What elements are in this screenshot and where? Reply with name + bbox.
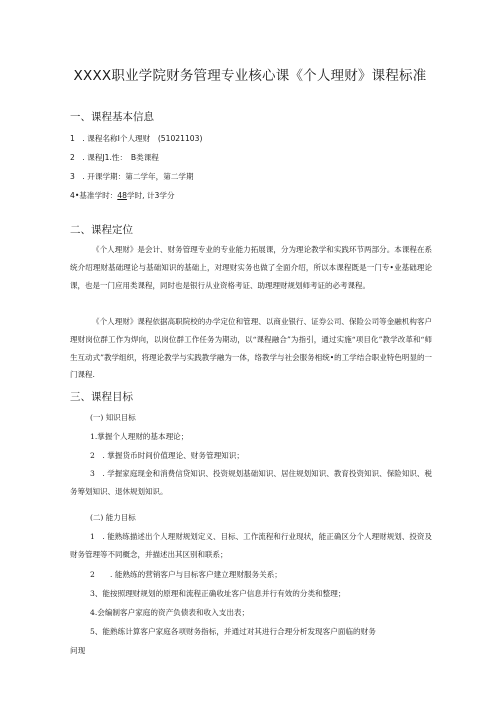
knowledge-item-2: 2 . 掌握货币时间价值理论、财务管理知识； (90, 451, 244, 460)
knowledge-item-1: 1.掌握个人理财的基本理论； (90, 432, 189, 441)
credit-hours-value: 48 (117, 191, 127, 200)
document-title: XXXX职业学院财务管理专业核心课《个人理财》课程标准 (73, 68, 427, 84)
positioning-paragraph-2-text: 《个人理财》课程依据高职院校的办学定位和管理、以商业银行、证券公司、保险公司等金融机构客户理财岗位群工作为焊向，以岗位群工作任务为期动，以“课程融合”为指引，通过实施“项目化”教学改革和“师生互动式”教学组织，将理论教学与实践教学融为一体，络教学与社会服务相统•的工学结合职业特色明显的一门课程. (70, 317, 432, 380)
knowledge-item-3-text: 3 . 学握家庭现金和消费信贷知识、投资规划基础知识、居住规划知识、教育投资知识、保险知识、税务筹划知识、退休规划知识。 (70, 469, 432, 496)
ability-item-5-continued: 问现 (70, 646, 86, 655)
ability-item-5: 5、能熟练计算客户家庭各项财务指标，并通过对其进行合理分析发现客户面临的财务 (90, 627, 376, 636)
knowledge-item-3 (70, 465, 432, 501)
section-heading-positioning: 二、课程定位 (70, 224, 133, 236)
credit-hours-label: 4•基准学时： (70, 191, 118, 200)
ability-item-1-text: 1 . 能熟练描述出个人理财规划定义、目标、工作流程和行业现状，能正确区分个人理财规划、投资及财务管理等不同概念，并描述出其区别和联系； (70, 532, 432, 559)
section-heading-objectives: 三、课程目标 (70, 391, 133, 403)
section-heading-basic-info: 一、课程基本信息 (70, 111, 154, 123)
course-type-line: 2 . 课程J1.性： B类课程 (70, 153, 159, 162)
ability-item-2: 2 . 能熟练的营销客户与目标客户建立理财服务关系； (90, 570, 282, 579)
ability-item-4: 4.会编制客户家庭的资产负债表和收入支出表； (90, 608, 250, 617)
positioning-paragraph-1 (70, 241, 432, 294)
ability-item-3: 3、能按照理财规划的原理和流程正确收址客户信息并行有效的分类和整理； (90, 589, 346, 598)
ability-item-1 (70, 528, 432, 564)
ability-objectives-heading: (二) 能力目标 (90, 513, 136, 522)
semester-line: 3 . 开课学期：第二学年，第二学期 (70, 172, 194, 181)
course-name-line: 1 . 课程名称I个人理财 (51021103) (70, 134, 203, 143)
credit-hours-line (70, 190, 175, 201)
knowledge-objectives-heading: (一) 知识目标 (90, 413, 136, 422)
positioning-paragraph-2 (70, 313, 432, 384)
positioning-paragraph-1-text: 《个人理财》是会计、财务管理专业的专业能力拓展课，分为理论教学和实践环节两部分。本课程在系统介绍理财基础理论与基础知识的基础上，对理财实务也做了全面介绍，所以本课程既是一门专•业基础理论课，也是一门应用类课程，同时也是银行从业资格考证、助理理财规划师考证的必考课程。 (70, 245, 432, 290)
credit-hours-suffix: 学时, 计3学分 (126, 191, 175, 200)
